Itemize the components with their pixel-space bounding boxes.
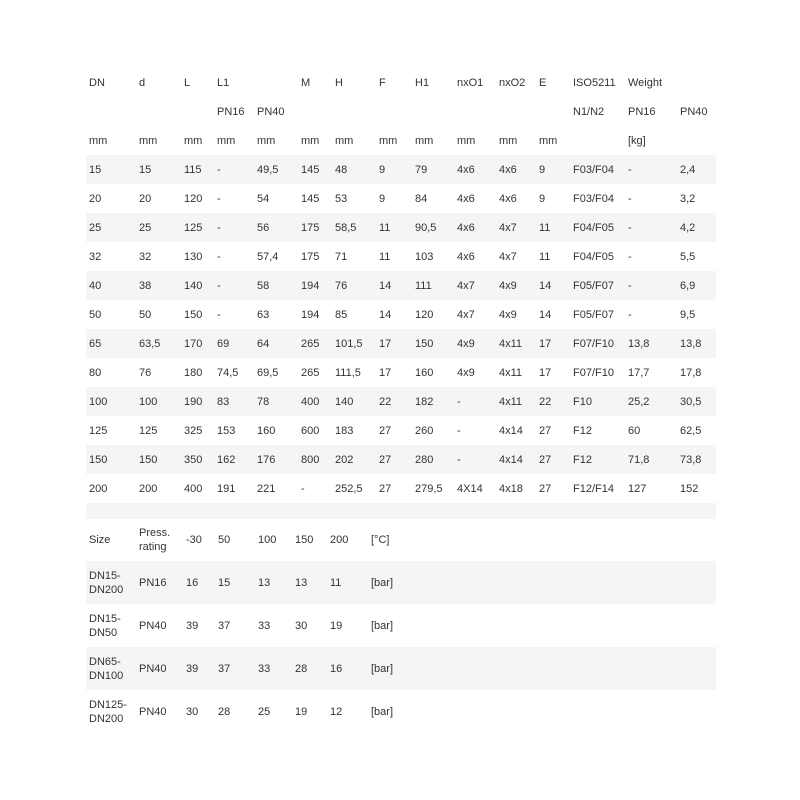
table-cell: mm	[379, 134, 398, 147]
table-cell: 73,8	[680, 453, 702, 466]
table-cell: 33	[258, 662, 271, 675]
table-cell: 27	[539, 482, 552, 495]
table-cell: F07/F10	[573, 337, 614, 350]
table-cell: 78	[257, 395, 270, 408]
table-cell: E	[539, 76, 547, 89]
table-cell: 200	[139, 482, 158, 495]
table-cell: 9	[539, 192, 546, 205]
table-cell: 100	[139, 395, 158, 408]
table-cell: 17	[539, 366, 552, 379]
table-cell: 191	[217, 482, 236, 495]
table-cell: mm	[415, 134, 434, 147]
table-cell: PN40	[680, 105, 708, 118]
table-cell: mm	[257, 134, 276, 147]
table-cell: 4X14	[457, 482, 483, 495]
table-cell: -	[217, 163, 221, 176]
table-cell: 32	[89, 250, 102, 263]
table-cell: 17,8	[680, 366, 702, 379]
table-cell: 27	[539, 424, 552, 437]
table-cell: 80	[89, 366, 102, 379]
table-cell: 20	[139, 192, 152, 205]
table-cell: 6,9	[680, 279, 696, 292]
table-cell: 260	[415, 424, 434, 437]
units-row	[86, 126, 716, 155]
table-cell: 50	[89, 308, 102, 321]
table-cell: 58,5	[335, 221, 357, 234]
table-cell: 9	[379, 163, 386, 176]
table-cell: PN40	[139, 662, 167, 675]
table-cell: 2,4	[680, 163, 696, 176]
table-cell: 145	[301, 192, 320, 205]
table-cell: PN16	[628, 105, 656, 118]
table-cell: 33	[258, 619, 271, 632]
table-cell: 60	[628, 424, 641, 437]
table-cell: 74,5	[217, 366, 239, 379]
table-cell: 22	[379, 395, 392, 408]
table-cell: -	[301, 482, 305, 495]
table-cell: F04/F05	[573, 250, 614, 263]
table-cell: F05/F07	[573, 308, 614, 321]
table-row	[86, 242, 716, 271]
table-cell: 27	[379, 482, 392, 495]
table-cell: PN40	[139, 705, 167, 718]
table-cell: 85	[335, 308, 348, 321]
table-cell: mm	[217, 134, 236, 147]
table-cell: DN	[89, 76, 105, 89]
table-cell: 4x11	[499, 395, 523, 408]
table-cell: 30,5	[680, 395, 702, 408]
table-cell: -	[628, 163, 632, 176]
table-cell: [bar]	[371, 619, 394, 632]
table-cell: 125	[184, 221, 203, 234]
table-cell: 65	[89, 337, 102, 350]
table-cell: [bar]	[371, 576, 394, 589]
header-row	[86, 518, 716, 561]
table-cell: H1	[415, 76, 430, 89]
table-cell: 175	[301, 221, 320, 234]
table-cell: 4x9	[499, 279, 517, 292]
table-cell: 63,5	[139, 337, 161, 350]
table-cell: -	[628, 221, 632, 234]
table-cell: 100	[89, 395, 108, 408]
table-cell: 400	[301, 395, 320, 408]
table-row	[86, 604, 716, 647]
table-cell: 49,5	[257, 163, 279, 176]
table-cell: PN40	[139, 619, 167, 632]
table-cell: 53	[335, 192, 348, 205]
table-cell: 79	[415, 163, 428, 176]
table-cell: -	[628, 308, 632, 321]
table-cell: 4x6	[457, 221, 475, 234]
table-cell: 800	[301, 453, 320, 466]
table-cell: M	[301, 76, 311, 89]
table-cell: F10	[573, 395, 592, 408]
table-cell: 69	[217, 337, 230, 350]
table-cell: L	[184, 76, 191, 89]
table-cell: 4x7	[499, 250, 517, 263]
table-cell: 350	[184, 453, 203, 466]
table-cell: 13,8	[680, 337, 702, 350]
table-cell: DN15- DN50	[89, 612, 121, 639]
table-cell: -	[217, 192, 221, 205]
table-cell: 39	[186, 619, 199, 632]
table-cell: 11	[539, 221, 551, 234]
table-row	[86, 329, 716, 358]
table-cell: -	[628, 192, 632, 205]
table-cell: 175	[301, 250, 320, 263]
table-cell: 182	[415, 395, 434, 408]
table-cell: 38	[139, 279, 152, 292]
table-cell: 25	[139, 221, 152, 234]
table-cell: 12	[330, 705, 343, 718]
table-cell: 37	[218, 662, 231, 675]
table-cell: 15	[139, 163, 152, 176]
table-cell: d	[139, 76, 146, 89]
table-cell: 27	[539, 453, 552, 466]
table-cell: 125	[139, 424, 158, 437]
table-cell: 9	[379, 192, 386, 205]
table-cell: 25	[89, 221, 102, 234]
table-cell: 84	[415, 192, 428, 205]
table-cell: [kg]	[628, 134, 646, 147]
table-cell: 183	[335, 424, 354, 437]
table-cell: 64	[257, 337, 270, 350]
table-cell: 103	[415, 250, 434, 263]
table-cell: 15	[89, 163, 102, 176]
table-cell: 25,2	[628, 395, 650, 408]
table-cell: Weight	[628, 76, 663, 89]
table-row	[86, 561, 716, 604]
table-cell: F03/F04	[573, 163, 614, 176]
table-cell: 200	[330, 533, 349, 546]
table-cell: 20	[89, 192, 102, 205]
table-cell: 400	[184, 482, 203, 495]
table-cell: 15	[218, 576, 231, 589]
table-cell: 202	[335, 453, 354, 466]
table-cell: Size	[89, 533, 111, 546]
table-cell: [bar]	[371, 662, 394, 675]
table-cell: 162	[217, 453, 236, 466]
table-cell: 120	[415, 308, 434, 321]
table-cell: 11	[379, 250, 391, 263]
table-row	[86, 690, 716, 733]
table-cell: 4,2	[680, 221, 696, 234]
table-cell: 115	[184, 163, 202, 176]
table-row	[86, 300, 716, 329]
table-cell: 125	[89, 424, 108, 437]
table-cell: 221	[257, 482, 276, 495]
table-cell: 4x7	[457, 279, 475, 292]
table-cell: 17,7	[628, 366, 650, 379]
table-cell: 90,5	[415, 221, 437, 234]
table-cell: 101,5	[335, 337, 363, 350]
table-cell: 63	[257, 308, 270, 321]
table-cell: mm	[89, 134, 108, 147]
table-cell: mm	[457, 134, 476, 147]
table-cell: -	[628, 250, 632, 263]
table-cell: 5,5	[680, 250, 696, 263]
table-cell: 130	[184, 250, 203, 263]
table-cell: -	[217, 308, 221, 321]
table-cell: 50	[218, 533, 231, 546]
table-cell: 37	[218, 619, 231, 632]
table-cell: -	[217, 279, 221, 292]
table-cell: F07/F10	[573, 366, 614, 379]
header-row	[86, 68, 716, 97]
table-cell: ISO5211	[573, 76, 616, 89]
table-cell: 4x9	[457, 366, 475, 379]
table-cell: 150	[184, 308, 203, 321]
table-cell: -	[457, 395, 461, 408]
table-row	[86, 445, 716, 474]
table-cell: 265	[301, 337, 320, 350]
table-row	[86, 416, 716, 445]
table-cell: 252,5	[335, 482, 363, 495]
table-cell: 71,8	[628, 453, 650, 466]
table-cell: 71	[335, 250, 348, 263]
table-cell: H	[335, 76, 343, 89]
table-cell: 54	[257, 192, 270, 205]
table-row	[86, 387, 716, 416]
dimensions-table	[86, 68, 716, 519]
table-cell: 30	[295, 619, 308, 632]
header-row	[86, 97, 716, 126]
pressure-temperature-table	[86, 518, 716, 733]
table-cell: 160	[415, 366, 434, 379]
table-cell: 153	[217, 424, 236, 437]
table-row	[86, 155, 716, 184]
table-cell: 14	[379, 279, 392, 292]
table-cell: 152	[680, 482, 699, 495]
table-row	[86, 358, 716, 387]
table-cell: 39	[186, 662, 199, 675]
table-cell: -	[217, 221, 221, 234]
table-cell: 62,5	[680, 424, 702, 437]
table-cell: 4x6	[457, 163, 475, 176]
table-cell: 27	[379, 453, 392, 466]
table-cell: 17	[379, 337, 392, 350]
table-row	[86, 271, 716, 300]
table-cell: 190	[184, 395, 203, 408]
table-cell: F12	[573, 424, 592, 437]
table-cell: 4x11	[499, 337, 523, 350]
table-cell: 140	[335, 395, 354, 408]
table-cell: 28	[295, 662, 308, 675]
table-cell: 40	[89, 279, 102, 292]
table-cell: 11	[330, 576, 342, 589]
table-cell: 69,5	[257, 366, 279, 379]
table-cell: 13	[295, 576, 308, 589]
table-cell: 279,5	[415, 482, 443, 495]
table-row	[86, 213, 716, 242]
table-cell: 150	[295, 533, 314, 546]
table-cell: 194	[301, 279, 320, 292]
table-cell: 14	[539, 308, 552, 321]
table-cell: mm	[301, 134, 320, 147]
table-cell: 145	[301, 163, 320, 176]
table-cell: PN40	[257, 105, 285, 118]
table-cell: 4x6	[457, 250, 475, 263]
table-cell: F	[379, 76, 386, 89]
table-cell: 170	[184, 337, 203, 350]
table-cell: 17	[379, 366, 392, 379]
table-cell: 56	[257, 221, 270, 234]
table-cell: -	[628, 279, 632, 292]
table-cell: 150	[89, 453, 108, 466]
table-cell: F12	[573, 453, 592, 466]
table-cell: L1	[217, 76, 230, 89]
table-cell: 127	[628, 482, 647, 495]
table-cell: PN16	[139, 576, 167, 589]
table-cell: 25	[258, 705, 271, 718]
table-cell: 325	[184, 424, 203, 437]
table-cell: 4x14	[499, 424, 523, 437]
table-cell: N1/N2	[573, 105, 605, 118]
table-cell: nxO2	[499, 76, 526, 89]
table-cell: 76	[335, 279, 348, 292]
table-cell: -30	[186, 533, 202, 546]
table-cell: 76	[139, 366, 152, 379]
table-cell: 27	[379, 424, 392, 437]
table-cell: 140	[184, 279, 203, 292]
table-cell: DN15- DN200	[89, 569, 124, 596]
divider	[86, 503, 716, 519]
table-cell: nxO1	[457, 76, 484, 89]
table-cell: 11	[539, 250, 551, 263]
table-cell: mm	[335, 134, 354, 147]
table-cell: 50	[139, 308, 152, 321]
table-cell: 176	[257, 453, 276, 466]
table-row	[86, 184, 716, 213]
table-cell: 14	[539, 279, 552, 292]
table-cell: 16	[330, 662, 343, 675]
table-cell: 194	[301, 308, 320, 321]
table-cell: -	[217, 250, 221, 263]
table-cell: 4x9	[499, 308, 517, 321]
table-cell: -	[457, 424, 461, 437]
table-cell: F05/F07	[573, 279, 614, 292]
table-cell: F12/F14	[573, 482, 614, 495]
table-cell: 4x11	[499, 366, 523, 379]
table-cell: mm	[184, 134, 203, 147]
table-cell: 120	[184, 192, 203, 205]
table-cell: 100	[258, 533, 277, 546]
table-cell: 111	[415, 279, 432, 292]
table-cell: 28	[218, 705, 231, 718]
table-cell: 9,5	[680, 308, 696, 321]
table-cell: PN16	[217, 105, 245, 118]
table-cell: 57,4	[257, 250, 279, 263]
table-cell: 4x6	[499, 163, 517, 176]
table-cell: 11	[379, 221, 391, 234]
table-cell: 19	[330, 619, 343, 632]
table-row	[86, 474, 716, 503]
table-cell: 200	[89, 482, 108, 495]
table-cell: [bar]	[371, 705, 394, 718]
table-cell: mm	[499, 134, 518, 147]
table-cell: 280	[415, 453, 434, 466]
table-cell: 3,2	[680, 192, 696, 205]
table-cell: 83	[217, 395, 230, 408]
table-cell: mm	[139, 134, 158, 147]
table-cell: 600	[301, 424, 320, 437]
table-cell: mm	[539, 134, 558, 147]
table-cell: 4x18	[499, 482, 523, 495]
table-cell: 4x7	[499, 221, 517, 234]
table-cell: 4x6	[499, 192, 517, 205]
table-cell: 58	[257, 279, 270, 292]
table-cell: F04/F05	[573, 221, 614, 234]
table-cell: DN125- DN200	[89, 698, 127, 725]
table-cell: 30	[186, 705, 199, 718]
table-cell: -	[457, 453, 461, 466]
table-cell: 160	[257, 424, 276, 437]
table-cell: 19	[295, 705, 308, 718]
table-cell: 4x7	[457, 308, 475, 321]
table-row	[86, 647, 716, 690]
table-cell: 22	[539, 395, 552, 408]
table-cell: 4x9	[457, 337, 475, 350]
table-cell: 150	[139, 453, 158, 466]
table-cell: [°C]	[371, 533, 390, 546]
table-cell: 13	[258, 576, 271, 589]
table-cell: 150	[415, 337, 434, 350]
table-cell: 13,8	[628, 337, 650, 350]
table-cell: Press. rating	[139, 526, 171, 553]
table-cell: 48	[335, 163, 348, 176]
table-cell: 9	[539, 163, 546, 176]
table-cell: 17	[539, 337, 552, 350]
table-cell: 265	[301, 366, 320, 379]
table-cell: 111,5	[335, 366, 361, 379]
table-cell: DN65- DN100	[89, 655, 124, 682]
table-cell: 16	[186, 576, 199, 589]
table-cell: F03/F04	[573, 192, 614, 205]
table-cell: 14	[379, 308, 392, 321]
table-cell: 180	[184, 366, 203, 379]
table-cell: 4x6	[457, 192, 475, 205]
table-cell: 32	[139, 250, 152, 263]
table-cell: 4x14	[499, 453, 523, 466]
